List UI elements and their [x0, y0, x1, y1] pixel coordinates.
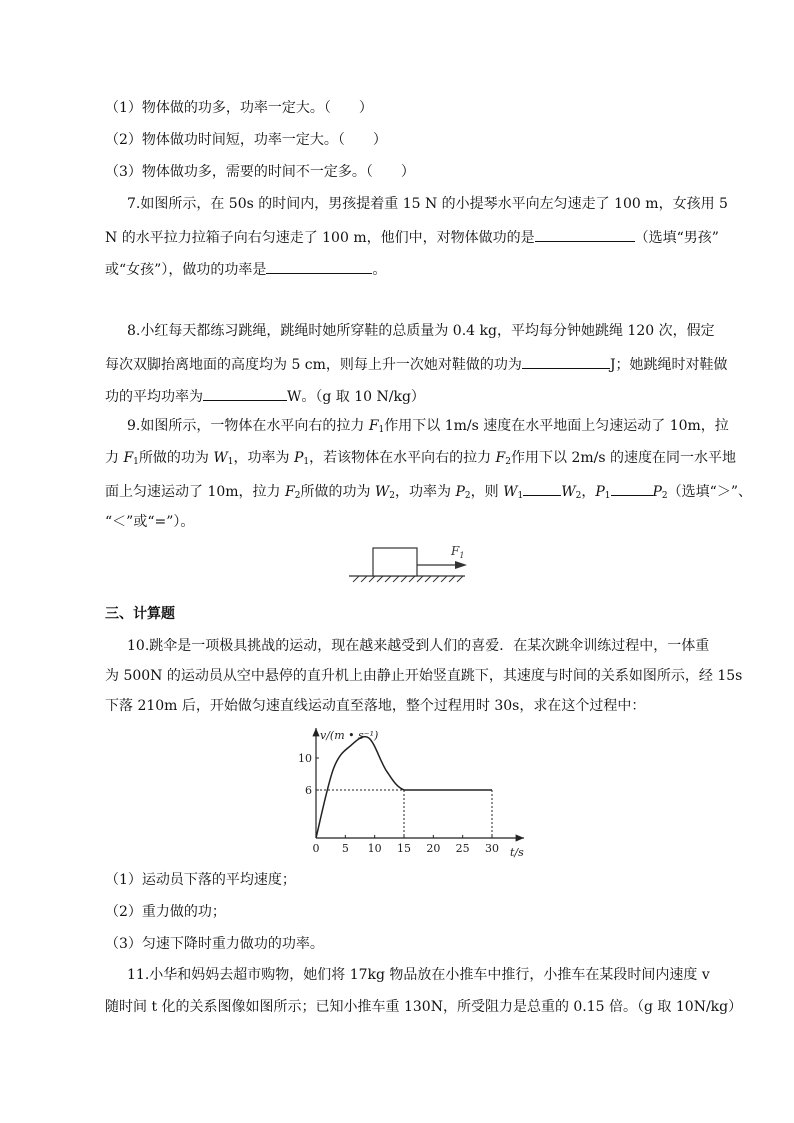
q7-text: 或“女孩”），做功的功率是 — [105, 262, 267, 278]
q9-text: ，功率为 — [233, 450, 294, 466]
q9-text: ， — [581, 484, 596, 500]
q9-line-1 — [127, 416, 729, 440]
q9-subscript: 1 — [133, 457, 139, 467]
q9-subscript: 2 — [389, 491, 396, 501]
ground-hatch — [349, 576, 465, 582]
q9-text: 面上匀速运动了 10m，拉力 — [105, 484, 285, 500]
x-tick-label: 25 — [455, 842, 470, 855]
q9-symbol: F — [495, 450, 506, 466]
q9-subscript: 1 — [517, 491, 524, 501]
q9-symbol: F — [285, 484, 295, 500]
q8-line-1: 8.小红每天都练习跳绳，跳绳时她所穿鞋的总质量为 0.4 kg，平均每分钟她跳绳 120 次，假定 — [127, 323, 715, 339]
q9-symbol: F — [368, 418, 379, 434]
x-tick-label: 10 — [367, 842, 382, 855]
q8-text: J；她跳绳时对鞋做 — [609, 357, 728, 373]
velocity-time-chart — [290, 722, 540, 862]
q9-text: 所做的功为 — [300, 484, 375, 500]
x-tick-label: 0 — [312, 842, 320, 855]
q6-statement-3: （3）物体做功多，需要的时间不一定多。（ ） — [105, 164, 415, 180]
q10-sub-1: （1）运动员下落的平均速度； — [105, 872, 296, 888]
q11-line-2: 随时间 t 化的关系图像如图所示；已知小推车重 130N，所受阻力是总重的 0.15 倍。（g 取 10N/kg） — [105, 999, 743, 1015]
q7-text: （选填“男孩” — [634, 230, 719, 246]
q9-subscript: 1 — [378, 425, 385, 435]
q7-line-1: 7.如图所示，在 50s 的时间内，男孩提着重 15 N 的小提琴水平向左匀速走了 100 m，女孩用 5 — [127, 196, 728, 212]
x-axis-label: t/s — [510, 846, 524, 859]
q6-statement-1: （1）物体做的功多，功率一定大。（ ） — [105, 100, 373, 116]
q7-line-3 — [105, 258, 386, 280]
q8-line-2 — [105, 353, 728, 375]
x-tick-label: 20 — [426, 842, 441, 855]
q9-symbol: W — [503, 484, 518, 500]
q9-subscript: 2 — [661, 491, 668, 501]
q9-subscript: 2 — [575, 491, 582, 501]
q9-symbol: P — [455, 484, 465, 500]
arrow-head — [455, 561, 467, 569]
q9-symbol: W — [374, 484, 390, 500]
q9-subscript: 1 — [227, 457, 234, 467]
q9-line-4: “＜”或“=”）。 — [105, 514, 195, 530]
q9-symbol: W — [561, 484, 576, 500]
q7-answer-blank-2[interactable] — [266, 258, 372, 274]
q9-subscript: 2 — [505, 457, 511, 467]
q10-sub-3: （3）匀速下降时重力做功的功率。 — [105, 936, 324, 952]
q10-line-3: 下落 210m 后，开始做匀速直线运动直至落地，整个过程用时 30s，求在这个过程中： — [105, 698, 646, 714]
q7-answer-blank-1[interactable] — [535, 226, 635, 242]
q9-symbol: F — [123, 450, 134, 466]
force-label: $F_1$ — [451, 544, 465, 560]
q9-symbol: P — [652, 484, 662, 500]
q7-line-2 — [105, 226, 719, 248]
q9-text: （选填“＞”、 — [667, 484, 752, 500]
q8-text: 功的平均功率为 — [105, 389, 203, 405]
q6-statement-2: （2）物体做功时间短，功率一定大。（ ） — [105, 132, 387, 148]
q9-text: ，则 — [470, 484, 504, 500]
q10-line-1: 10.跳伞是一项极具挑战的运动，现在越来越受到人们的喜爱．在某次跳伞训练过程中，一体重 — [127, 638, 710, 654]
q9-symbol: P — [293, 450, 304, 466]
q9-subscript: 2 — [294, 491, 301, 501]
q9-text: 作用下以 2m/s 的速度在同一水平地 — [511, 450, 736, 466]
q9-subscript: 1 — [303, 457, 310, 467]
y-tick-label: 6 — [305, 784, 312, 797]
q9-symbol: P — [595, 484, 605, 500]
q7-text: N 的水平拉力拉箱子向右匀速走了 100 m，他们中，对物体做功的是 — [105, 230, 535, 246]
q9-text: 9.如图所示，一物体在水平向右的拉力 — [127, 418, 369, 434]
q9-text: ，功率为 — [395, 484, 456, 500]
q8-text: 每次双脚抬离地面的高度均为 5 cm，则每上升一次她对鞋做的功为 — [105, 357, 522, 373]
q9-text: 力 — [105, 450, 124, 466]
q9-answer-blank-1[interactable] — [523, 480, 561, 496]
q9-symbol: W — [213, 450, 228, 466]
x-tick-label: 5 — [341, 842, 349, 855]
q9-text: 所做的功为 — [138, 450, 214, 466]
block-force-diagram — [345, 538, 475, 588]
q9-line-2 — [105, 448, 736, 472]
q9-text: ，若该物体在水平向右的拉力 — [309, 450, 496, 466]
q8-answer-blank-2[interactable] — [203, 385, 287, 401]
x-tick-label: 30 — [485, 842, 499, 855]
q8-text: W。（g 取 10 N/kg） — [287, 389, 425, 405]
q7-text: 。 — [372, 262, 387, 278]
q9-line-3 — [105, 480, 752, 506]
x-tick-label: 15 — [397, 842, 411, 855]
y-tick-label: 10 — [298, 752, 312, 765]
q8-answer-blank-1[interactable] — [522, 353, 610, 369]
q10-line-2: 为 500N 的运动员从空中悬停的直升机上由静止开始竖直跳下，其速度与时间的关系如图所示，经 15s — [105, 668, 743, 684]
q9-answer-blank-2[interactable] — [611, 480, 653, 496]
block — [373, 548, 417, 576]
y-axis-label: v/(m • s⁻¹) — [320, 729, 379, 742]
q9-subscript: 2 — [464, 491, 471, 501]
section-heading: 三、计算题 — [105, 606, 175, 622]
q9-text: 作用下以 1m/s 速度在水平地面上匀速运动了 10m，拉 — [384, 418, 729, 434]
q8-line-3 — [105, 385, 425, 407]
q10-sub-2: （2）重力做的功； — [105, 904, 226, 920]
q9-subscript: 1 — [604, 491, 611, 501]
q11-line-1: 11.小华和妈妈去超市购物，她们将 17kg 物品放在小推车中推行，小推车在某段时间内速度 v — [127, 967, 710, 983]
